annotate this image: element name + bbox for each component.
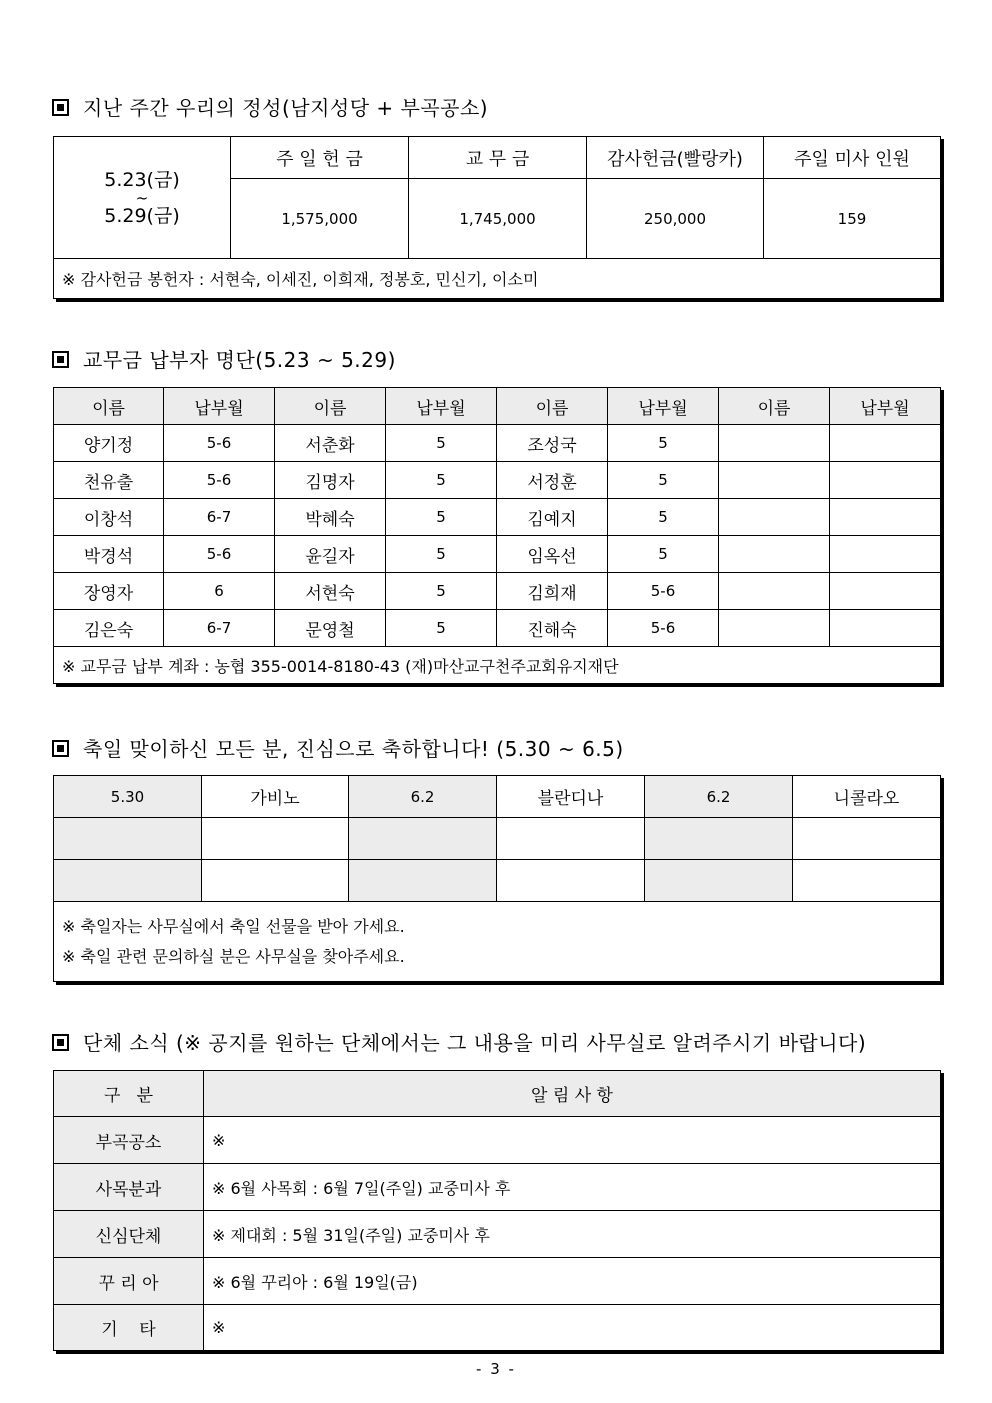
header-month: 납부월 <box>386 388 497 425</box>
value-mass-attendance: 159 <box>764 179 941 259</box>
table-row: 이창석 6-7 박혜숙 5 김예지 5 <box>54 499 941 536</box>
period-cell: 5.23(금) ~ 5.29(금) <box>54 137 231 259</box>
feast-name: 가비노 <box>202 776 349 818</box>
header-mass-attendance: 주일 미사 인원 <box>764 137 941 179</box>
header-name: 이름 <box>54 388 164 425</box>
section-title-group-news: 단체 소식 (※ 공지를 원하는 단체에서는 그 내용을 미리 사무실로 알려주시기 바랍니다) <box>52 1027 866 1056</box>
feast-date: 6.2 <box>645 776 793 818</box>
group-name: 부곡공소 <box>54 1117 204 1164</box>
group-name: 신심단체 <box>54 1211 204 1258</box>
header-name: 이름 <box>497 388 608 425</box>
value-sunday-offering: 1,575,000 <box>231 179 409 259</box>
table-row <box>54 776 941 818</box>
group-announcement: ※ <box>204 1117 941 1164</box>
header-thanks-offering: 감사헌금(빨랑카) <box>587 137 764 179</box>
table-row: 김은숙 6-7 문영철 5 진해숙 5-6 <box>54 610 941 647</box>
group-name: 사목분과 <box>54 1164 204 1211</box>
table-row: 장영자 6 서현숙 5 김희재 5-6 <box>54 573 941 610</box>
header-month: 납부월 <box>830 388 941 425</box>
group-name: 기 타 <box>54 1305 204 1351</box>
dues-table <box>53 387 941 684</box>
group-news-table <box>53 1070 941 1351</box>
feast-name: 블란디나 <box>497 776 645 818</box>
section-title-feast-day: 축일 맞이하신 모든 분, 진심으로 축하합니다! (5.30 ~ 6.5) <box>52 733 624 762</box>
table-row <box>54 1164 941 1211</box>
group-news-header-row <box>54 1071 941 1117</box>
group-announcement: ※ 제대회 : 5월 31일(주일) 교중미사 후 <box>204 1211 941 1258</box>
feast-name: 니콜라오 <box>793 776 941 818</box>
table-row: 천유출 5-6 김명자 5 서정훈 5 <box>54 462 941 499</box>
group-name: 꾸 리 아 <box>54 1258 204 1305</box>
table-row <box>54 860 941 902</box>
table-row: 양기정 5-6 서춘화 5 조성국 5 <box>54 425 941 462</box>
feast-date: 5.30 <box>54 776 202 818</box>
table-row <box>54 1258 941 1305</box>
group-announcement: ※ 6월 사목회 : 6월 7일(주일) 교중미사 후 <box>204 1164 941 1211</box>
dues-header-row <box>54 388 941 425</box>
section-title-offering: 지난 주간 우리의 정성(남지성당 + 부곡공소) <box>52 92 488 121</box>
square-bullet-icon <box>52 99 69 116</box>
section-title-dues: 교무금 납부자 명단(5.23 ~ 5.29) <box>52 344 396 373</box>
table-row: 박경석 5-6 윤길자 5 임옥선 5 <box>54 536 941 573</box>
square-bullet-icon <box>52 740 69 757</box>
header-name: 이름 <box>275 388 386 425</box>
header-name: 이름 <box>719 388 830 425</box>
table-row <box>54 1211 941 1258</box>
header-month: 납부월 <box>164 388 275 425</box>
table-row <box>54 1117 941 1164</box>
offering-table <box>53 136 941 299</box>
offering-note: ※ 감사헌금 봉헌자 : 서현숙, 이세진, 이희재, 정봉호, 민신기, 이소미 <box>54 259 941 299</box>
feast-gift-note: ※ 축일자는 사무실에서 축일 선물을 받아 가세요. <box>62 916 405 936</box>
header-month: 납부월 <box>608 388 719 425</box>
group-announcement: ※ <box>204 1305 941 1351</box>
square-bullet-icon <box>52 351 69 368</box>
header-category: 구 분 <box>54 1071 204 1117</box>
page-number: - 3 - <box>476 1360 516 1378</box>
header-sunday-offering: 주 일 헌 금 <box>231 137 409 179</box>
feast-date: 6.2 <box>349 776 497 818</box>
feast-inquiry-note: ※ 축일 관련 문의하실 분은 사무실을 찾아주세요. <box>62 946 405 966</box>
table-row <box>54 1305 941 1351</box>
feast-day-table <box>53 775 941 982</box>
square-bullet-icon <box>52 1034 69 1051</box>
feast-notes <box>54 902 941 982</box>
header-announcement: 알 림 사 항 <box>204 1071 941 1117</box>
header-parish-dues: 교 무 금 <box>409 137 587 179</box>
group-announcement: ※ 6월 꾸리아 : 6월 19일(금) <box>204 1258 941 1305</box>
value-thanks-offering: 250,000 <box>587 179 764 259</box>
dues-account-note: ※ 교무금 납부 계좌 : 농협 355-0014-8180-43 (재)마산교구천주교회유지재단 <box>54 647 941 684</box>
value-parish-dues: 1,745,000 <box>409 179 587 259</box>
table-row <box>54 818 941 860</box>
